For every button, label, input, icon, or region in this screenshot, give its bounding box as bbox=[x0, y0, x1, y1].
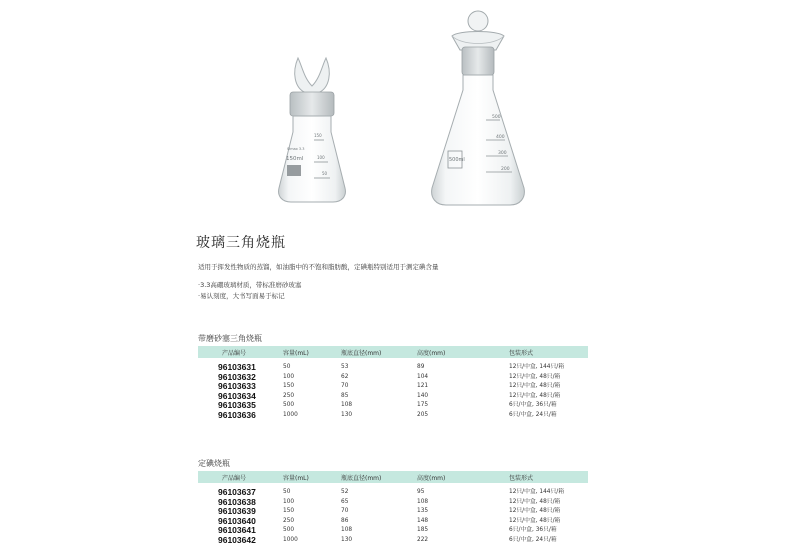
table-body bbox=[198, 358, 588, 420]
product-code-cell: 96103631 bbox=[198, 363, 283, 373]
diameter-cell: 70 bbox=[341, 382, 417, 392]
height-cell: 121 bbox=[417, 382, 493, 392]
product-description: 适用于挥发性物质的蒸馏，如油脂中的不饱和脂肪酸，定碘瓶特别适用于测定碘含量 bbox=[198, 262, 439, 271]
diameter-cell: 62 bbox=[341, 373, 417, 383]
product-code-cell: 96103641 bbox=[198, 526, 283, 536]
product-code-cell: 96103636 bbox=[198, 411, 283, 421]
product-code-cell: 96103639 bbox=[198, 507, 283, 517]
packing-cell: 12只/中盒, 144只/箱 bbox=[493, 488, 588, 498]
large-flask-capacity: 500ml bbox=[449, 157, 465, 163]
packing-cell: 6只/中盒, 36只/箱 bbox=[493, 401, 588, 411]
packing-cell: 12只/中盒, 48只/箱 bbox=[493, 498, 588, 508]
capacity-cell: 1000 bbox=[283, 536, 341, 545]
capacity-cell: 100 bbox=[283, 373, 341, 383]
product-code-cell: 96103642 bbox=[198, 536, 283, 545]
table-row bbox=[198, 517, 588, 527]
capacity-cell: 250 bbox=[283, 517, 341, 527]
small-flask-image bbox=[279, 58, 346, 202]
header-capacity: 容量(mL) bbox=[283, 346, 341, 358]
header-height: 高度(mm) bbox=[417, 346, 493, 358]
table-title-stoppered-flask: 带磨砂塞三角烧瓶 bbox=[198, 333, 262, 344]
capacity-cell: 1000 bbox=[283, 411, 341, 421]
capacity-cell: 250 bbox=[283, 392, 341, 402]
table-row bbox=[198, 392, 588, 402]
capacity-cell: 150 bbox=[283, 382, 341, 392]
table-row bbox=[198, 498, 588, 508]
diameter-cell: 130 bbox=[341, 411, 417, 421]
packing-cell: 12只/中盒, 48只/箱 bbox=[493, 373, 588, 383]
feature-item: ·3.3高硼玻璃材质，带标准磨砂玻塞 bbox=[198, 280, 301, 291]
small-flask-grad: 150 bbox=[314, 133, 322, 138]
large-flask-grad: 400 bbox=[496, 134, 505, 140]
diameter-cell: 53 bbox=[341, 363, 417, 373]
diameter-cell: 86 bbox=[341, 517, 417, 527]
stoppered-flask-table bbox=[198, 346, 588, 420]
diameter-cell: 65 bbox=[341, 498, 417, 508]
table-row bbox=[198, 507, 588, 517]
table-row bbox=[198, 488, 588, 498]
packing-cell: 12只/中盒, 144只/箱 bbox=[493, 363, 588, 373]
table-header-row bbox=[198, 471, 588, 483]
table-row bbox=[198, 373, 588, 383]
large-flask-grad: 300 bbox=[498, 150, 507, 156]
diameter-cell: 130 bbox=[341, 536, 417, 545]
packing-cell: 12只/中盒, 48只/箱 bbox=[493, 507, 588, 517]
large-flask-grad: 200 bbox=[501, 166, 510, 172]
header-packing: 包装形式 bbox=[493, 346, 588, 358]
height-cell: 222 bbox=[417, 536, 493, 545]
diameter-cell: 108 bbox=[341, 526, 417, 536]
height-cell: 135 bbox=[417, 507, 493, 517]
small-flask-grad: 100 bbox=[317, 155, 325, 160]
table-row bbox=[198, 401, 588, 411]
height-cell: 185 bbox=[417, 526, 493, 536]
height-cell: 140 bbox=[417, 392, 493, 402]
packing-cell: 12只/中盒, 48只/箱 bbox=[493, 517, 588, 527]
packing-cell: 6只/中盒, 24只/箱 bbox=[493, 411, 588, 421]
header-code: 产品编号 bbox=[198, 471, 283, 483]
packing-cell: 6只/中盒, 24只/箱 bbox=[493, 536, 588, 545]
product-code-cell: 96103640 bbox=[198, 517, 283, 527]
diameter-cell: 108 bbox=[341, 401, 417, 411]
capacity-cell: 50 bbox=[283, 488, 341, 498]
diameter-cell: 52 bbox=[341, 488, 417, 498]
product-photo bbox=[0, 0, 800, 225]
iodine-flask-table bbox=[198, 471, 588, 545]
small-flask-capacity: 150ml bbox=[286, 156, 304, 162]
height-cell: 175 bbox=[417, 401, 493, 411]
product-code-cell: 96103638 bbox=[198, 498, 283, 508]
table-row bbox=[198, 382, 588, 392]
header-code: 产品编号 bbox=[198, 346, 283, 358]
capacity-cell: 500 bbox=[283, 401, 341, 411]
capacity-cell: 50 bbox=[283, 363, 341, 373]
product-code-cell: 96103634 bbox=[198, 392, 283, 402]
capacity-cell: 100 bbox=[283, 498, 341, 508]
product-title: 玻璃三角烧瓶 bbox=[196, 232, 286, 252]
height-cell: 148 bbox=[417, 517, 493, 527]
product-code-cell: 96103633 bbox=[198, 382, 283, 392]
height-cell: 205 bbox=[417, 411, 493, 421]
header-diameter: 瓶底直径(mm) bbox=[341, 346, 417, 358]
small-flask-brand: Simax 3.3 bbox=[287, 147, 305, 151]
diameter-cell: 70 bbox=[341, 507, 417, 517]
diameter-cell: 85 bbox=[341, 392, 417, 402]
header-height: 高度(mm) bbox=[417, 471, 493, 483]
table-row bbox=[198, 536, 588, 545]
packing-cell: 12只/中盒, 48只/箱 bbox=[493, 392, 588, 402]
height-cell: 108 bbox=[417, 498, 493, 508]
product-code-cell: 96103632 bbox=[198, 373, 283, 383]
header-capacity: 容量(mL) bbox=[283, 471, 341, 483]
table-header-row bbox=[198, 346, 588, 358]
small-flask-grad: 50 bbox=[322, 171, 328, 176]
table-row bbox=[198, 363, 588, 373]
feature-item: ·易认刻度，大书写面易于标记 bbox=[198, 291, 301, 302]
header-packing: 包装形式 bbox=[493, 471, 588, 483]
packing-cell: 6只/中盒, 36只/箱 bbox=[493, 526, 588, 536]
height-cell: 104 bbox=[417, 373, 493, 383]
large-flask-image bbox=[432, 11, 525, 205]
table-title-iodine-flask: 定碘烧瓶 bbox=[198, 458, 230, 469]
height-cell: 89 bbox=[417, 363, 493, 373]
large-flask-grad: 500 bbox=[492, 114, 501, 120]
capacity-cell: 500 bbox=[283, 526, 341, 536]
feature-list bbox=[198, 280, 301, 302]
table-body bbox=[198, 483, 588, 545]
header-diameter: 瓶底直径(mm) bbox=[341, 471, 417, 483]
product-code-cell: 96103637 bbox=[198, 488, 283, 498]
packing-cell: 12只/中盒, 48只/箱 bbox=[493, 382, 588, 392]
table-row bbox=[198, 411, 588, 421]
height-cell: 95 bbox=[417, 488, 493, 498]
product-code-cell: 96103635 bbox=[198, 401, 283, 411]
table-row bbox=[198, 526, 588, 536]
capacity-cell: 150 bbox=[283, 507, 341, 517]
